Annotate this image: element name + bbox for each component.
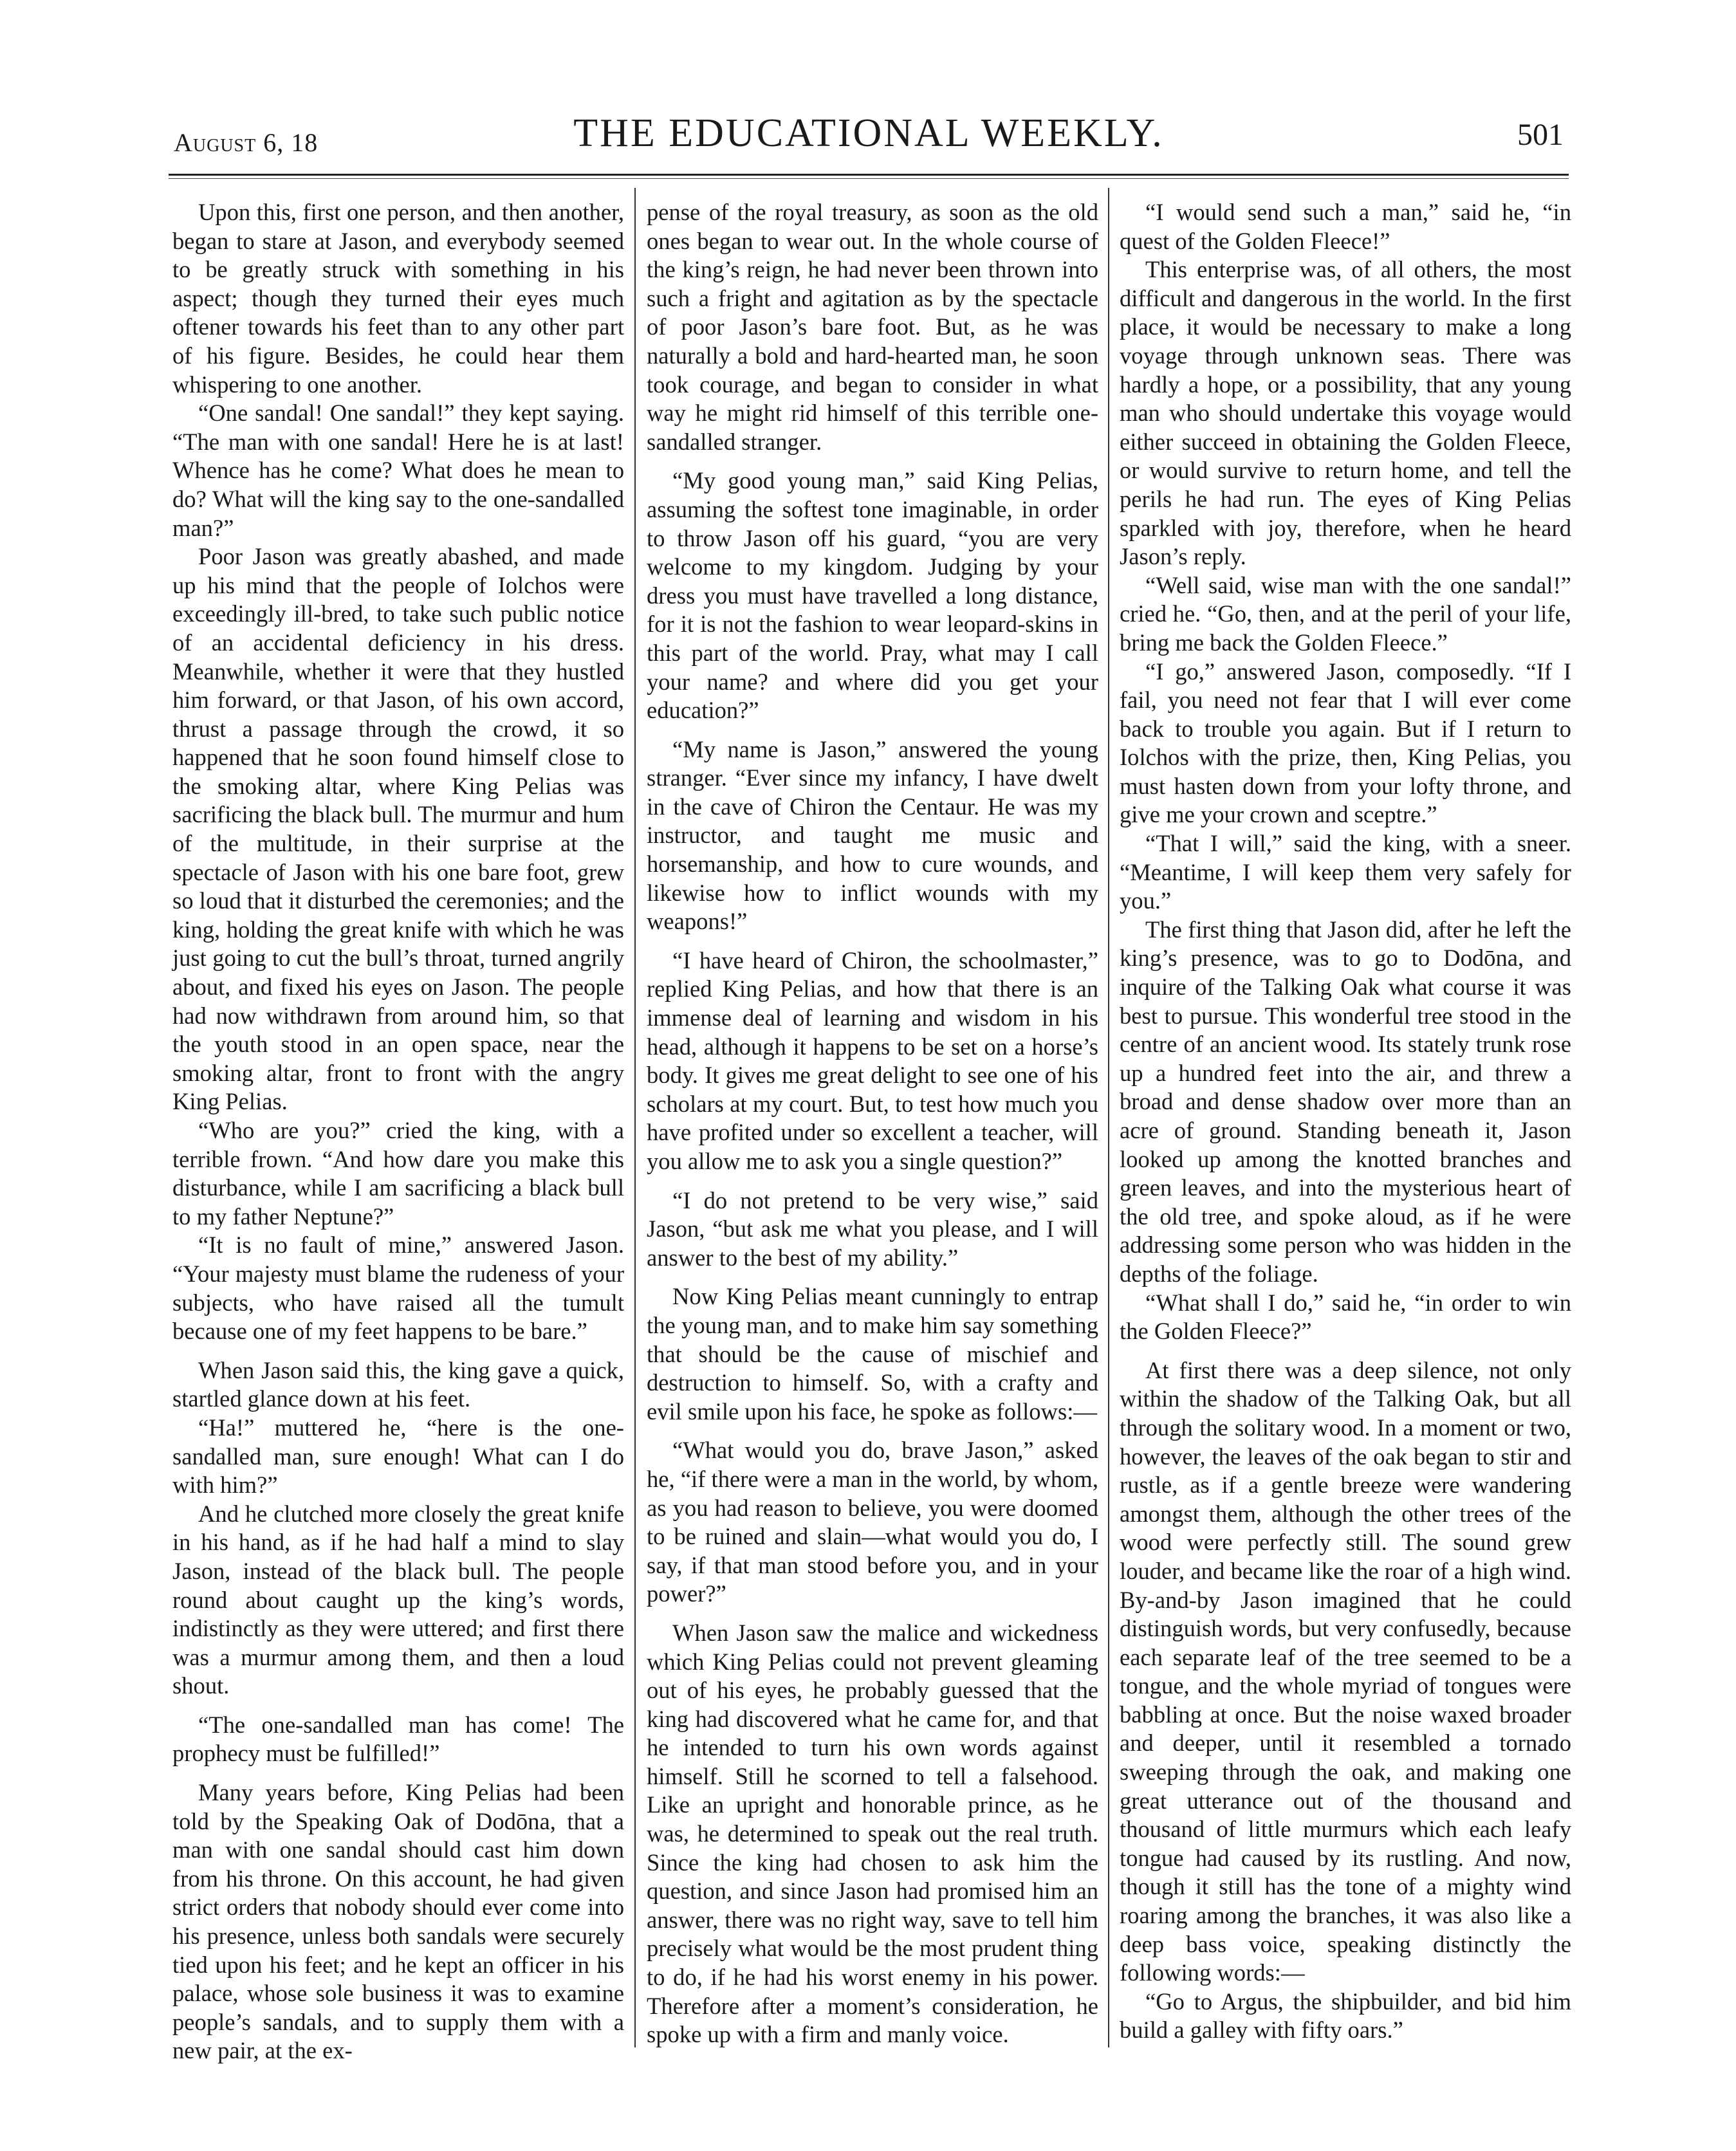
paragraph: The first thing that Jason did, after he left the king’s presence, was to go to Dodōna, and inquire of the Talking Oak what course it was best to pursue. This wonderful tree stood in the centre of an ancient wood. Its stately trunk rose up a hundred feet into the air, and threw a broad and dense shadow over more than an acre of ground. Standing beneath it, Jason looked up among the knotted branches and green leaves, and into the mysterious heart of the old tree, and spoke aloud, as if he were addressing some person who was hidden in the depths of the foliage. [1120, 916, 1571, 1287]
paragraph: pense of the royal treasury, as soon as the old ones began to wear out. In the whole course of the king’s reign, he had never been thrown into such a fright and agitation as by the spectacle of poor Jason’s bare foot. But, as he was naturally a bold and hard-hearted man, he soon took courage, and began to consider in what way he might rid himself of this terrible one-sandalled stranger. [647, 199, 1098, 455]
paragraph: “My name is Jason,” answered the young stranger. “Ever since my infancy, I have dwelt in the cave of Chiron the Centaur. He was my instructor, and taught me music and horsemanship, and how to cure wounds, and likewise how to inflict wounds with my weapons!” [647, 735, 1098, 935]
paragraph: When Jason said this, the king gave a quick, startled glance down at his feet. [172, 1356, 624, 1412]
text-column-3 [1120, 198, 1571, 2045]
paragraph: “The one-sandalled man has come! The prophecy must be fulfilled!” [172, 1711, 624, 1767]
paragraph: “What shall I do,” said he, “in order to win the Golden Fleece?” [1120, 1289, 1571, 1345]
paragraph: “I do not pretend to be very wise,” said Jason, “but ask me what you please, and I will answer to the best of my ability.” [647, 1186, 1098, 1271]
paragraph: When Jason saw the malice and wickedness which King Pelias could not prevent gleaming out of his eyes, he probably guessed that the king had discovered what he came for, and that he intended to turn his own words against himself. Still he scorned to tell a falsehood. Like an upright and honorable prince, as he was, he determined to speak out the real truth. Since the king had chosen to ask him the question, and since Jason had promised him an answer, there was no right way, save to tell him precisely what would be the most prudent thing to do, if he had his worst enemy in his power. Therefore after a moment’s consideration, he spoke up with a firm and manly voice. [647, 1619, 1098, 2048]
paragraph: This enterprise was, of all others, the most difficult and dangerous in the world. In the first place, it would be necessary to make a long voyage through unknown seas. There was hardly a hope, or a possibility, that any young man who should undertake this voyage would either succeed in obtaining the Golden Fleece, or would survive to return home, and tell the perils he had run. The eyes of King Pelias sparkled with joy, therefore, when he heard Jason’s reply. [1120, 256, 1571, 570]
paragraph: “That I will,” said the king, with a sneer. “Meantime, I will keep them very safely for you.” [1120, 830, 1571, 914]
paragraph: “Ha!” muttered he, “here is the one-sandalled man, sure enough! What can I do with him?” [172, 1414, 624, 1499]
text-column-1 [172, 198, 624, 2065]
column-divider-1 [634, 188, 636, 2047]
paragraph: “Go to Argus, the shipbuilder, and bid him build a galley with fifty oars.” [1120, 1988, 1571, 2044]
paragraph: “One sandal! One sandal!” they kept saying. “The man with one sandal! Here he is at last! Whence has he come? What does he mean to do? What will the king say to the one-sandalled man?” [172, 400, 624, 541]
column-divider-2 [1108, 188, 1109, 2047]
page-number: 501 [1517, 118, 1564, 152]
paragraph: “I have heard of Chiron, the schoolmaster,” replied King Pelias, and how that there is an immense deal of learning and wisdom in his head, although it happens to be set on a horse’s body. It gives me great delight to see one of his scholars at my court. But, to test how much you have profited under so excellent a teacher, will you allow me to ask you a single question?” [647, 946, 1098, 1174]
paragraph: “Who are you?” cried the king, with a terrible frown. “And how dare you make this disturbance, while I am sacrificing a black bull to my father Neptune?” [172, 1117, 624, 1230]
paragraph: Poor Jason was greatly abashed, and made up his mind that the people of Iolchos were exceedingly ill-bred, to take such public notice of an accidental deficiency in his dress. Meanwhile, whether it were that they hustled him forward, or that Jason, of his own accord, thrust a passage through the crowd, it so happened that he soon found himself close to the smoking altar, where King Pelias was sacrificing the black bull. The murmur and hum of the multitude, in their surprise at the spectacle of Jason with his one bare foot, grew so loud that it disturbed the ceremonies; and the king, holding the great knife with which he was just going to cut the bull’s throat, turned angrily about, and fixed his eyes on Jason. The people had now withdrawn from around him, so that the youth stood in an open space, near the smoking altar, front to front with the angry King Pelias. [172, 543, 624, 1115]
publication-title: THE EDUCATIONAL WEEKLY. [573, 111, 1164, 155]
paragraph: “I go,” answered Jason, composedly. “If I fail, you need not fear that I will ever come back to trouble you again. But if I return to Iolchos with the prize, then, King Pelias, you must hasten down from your lofty throne, and give me your crown and sceptre.” [1120, 658, 1571, 828]
header-rule [169, 174, 1569, 176]
header-rule-thin [169, 178, 1569, 179]
paragraph: Upon this, first one person, and then another, began to stare at Jason, and everybody seemed to be greatly struck with something in his aspect; though they turned their eyes much oftener towards his feet than to any other part of his figure. Besides, he could hear them whispering to one another. [172, 199, 624, 398]
paragraph: “My good young man,” said King Pelias, assuming the softest tone imaginable, in order to throw Jason off his guard, “you are very welcome to my kingdom. Judging by your dress you must have travelled a long distance, for it is not the fashion to wear leopard-skins in this part of the world. Pray, what may I call your name? and where did you get your education?” [647, 467, 1098, 724]
issue-date: August 6, 18 [174, 128, 319, 157]
paragraph: “I would send such a man,” said he, “in quest of the Golden Fleece!” [1120, 199, 1571, 254]
paragraph: “What would you do, brave Jason,” asked he, “if there were a man in the world, by whom, as you had reason to believe, you were doomed to be ruined and slain—what would you do, I say, if that man stood before you, and in your power?” [647, 1437, 1098, 1607]
page-header [174, 111, 1564, 175]
paragraph: And he clutched more closely the great knife in his hand, as if he had half a mind to slay Jason, instead of the black bull. The people round about caught up the king’s words, indistinctly as they were uttered; and first there was a murmur among them, and then a loud shout. [172, 1500, 624, 1699]
paragraph: Now King Pelias meant cunningly to entrap the young man, and to make him say something that should be the cause of mischief and destruction to himself. So, with a crafty and evil smile upon his face, he spoke as follows:— [647, 1283, 1098, 1425]
paragraph: At first there was a deep silence, not only within the shadow of the Talking Oak, but all through the solitary wood. In a moment or two, however, the leaves of the oak began to stir and rustle, as if a gentle breeze were wandering amongst them, although the other trees of the wood were perfectly still. The sound grew louder, and became like the roar of a high wind. By-and-by Jason imagined that he could distinguish words, but very confusedly, because each separate leaf of the tree seemed to be a tongue, and the whole myriad of tongues were babbling at once. But the noise waxed broader and deeper, until it resembled a tornado sweeping through the oak, and making one great utterance out of the thousand and thousand of little murmurs which each leafy tongue had caused by its rustling. And now, though it still has the tone of a mighty wind roaring among the branches, it was also like a deep bass voice, speaking distinctly the following words:— [1120, 1356, 1571, 1986]
paragraph: Many years before, King Pelias had been told by the Speaking Oak of Dodōna, that a man with one sandal should cast him down from his throne. On this account, he had given strict orders that nobody should ever come into his presence, unless both sandals were securely tied upon his feet; and he kept an officer in his palace, whose sole business it was to examine people’s sandals, and to supply them with a new pair, at the ex- [172, 1779, 624, 2064]
text-column-2 [647, 198, 1098, 2049]
paragraph: “Well said, wise man with the one sandal!” cried he. “Go, then, and at the peril of your life, bring me back the Golden Fleece.” [1120, 571, 1571, 656]
paragraph: “It is no fault of mine,” answered Jason. “Your majesty must blame the rudeness of your subjects, who have raised all the tumult because one of my feet happens to be bare.” [172, 1232, 624, 1345]
